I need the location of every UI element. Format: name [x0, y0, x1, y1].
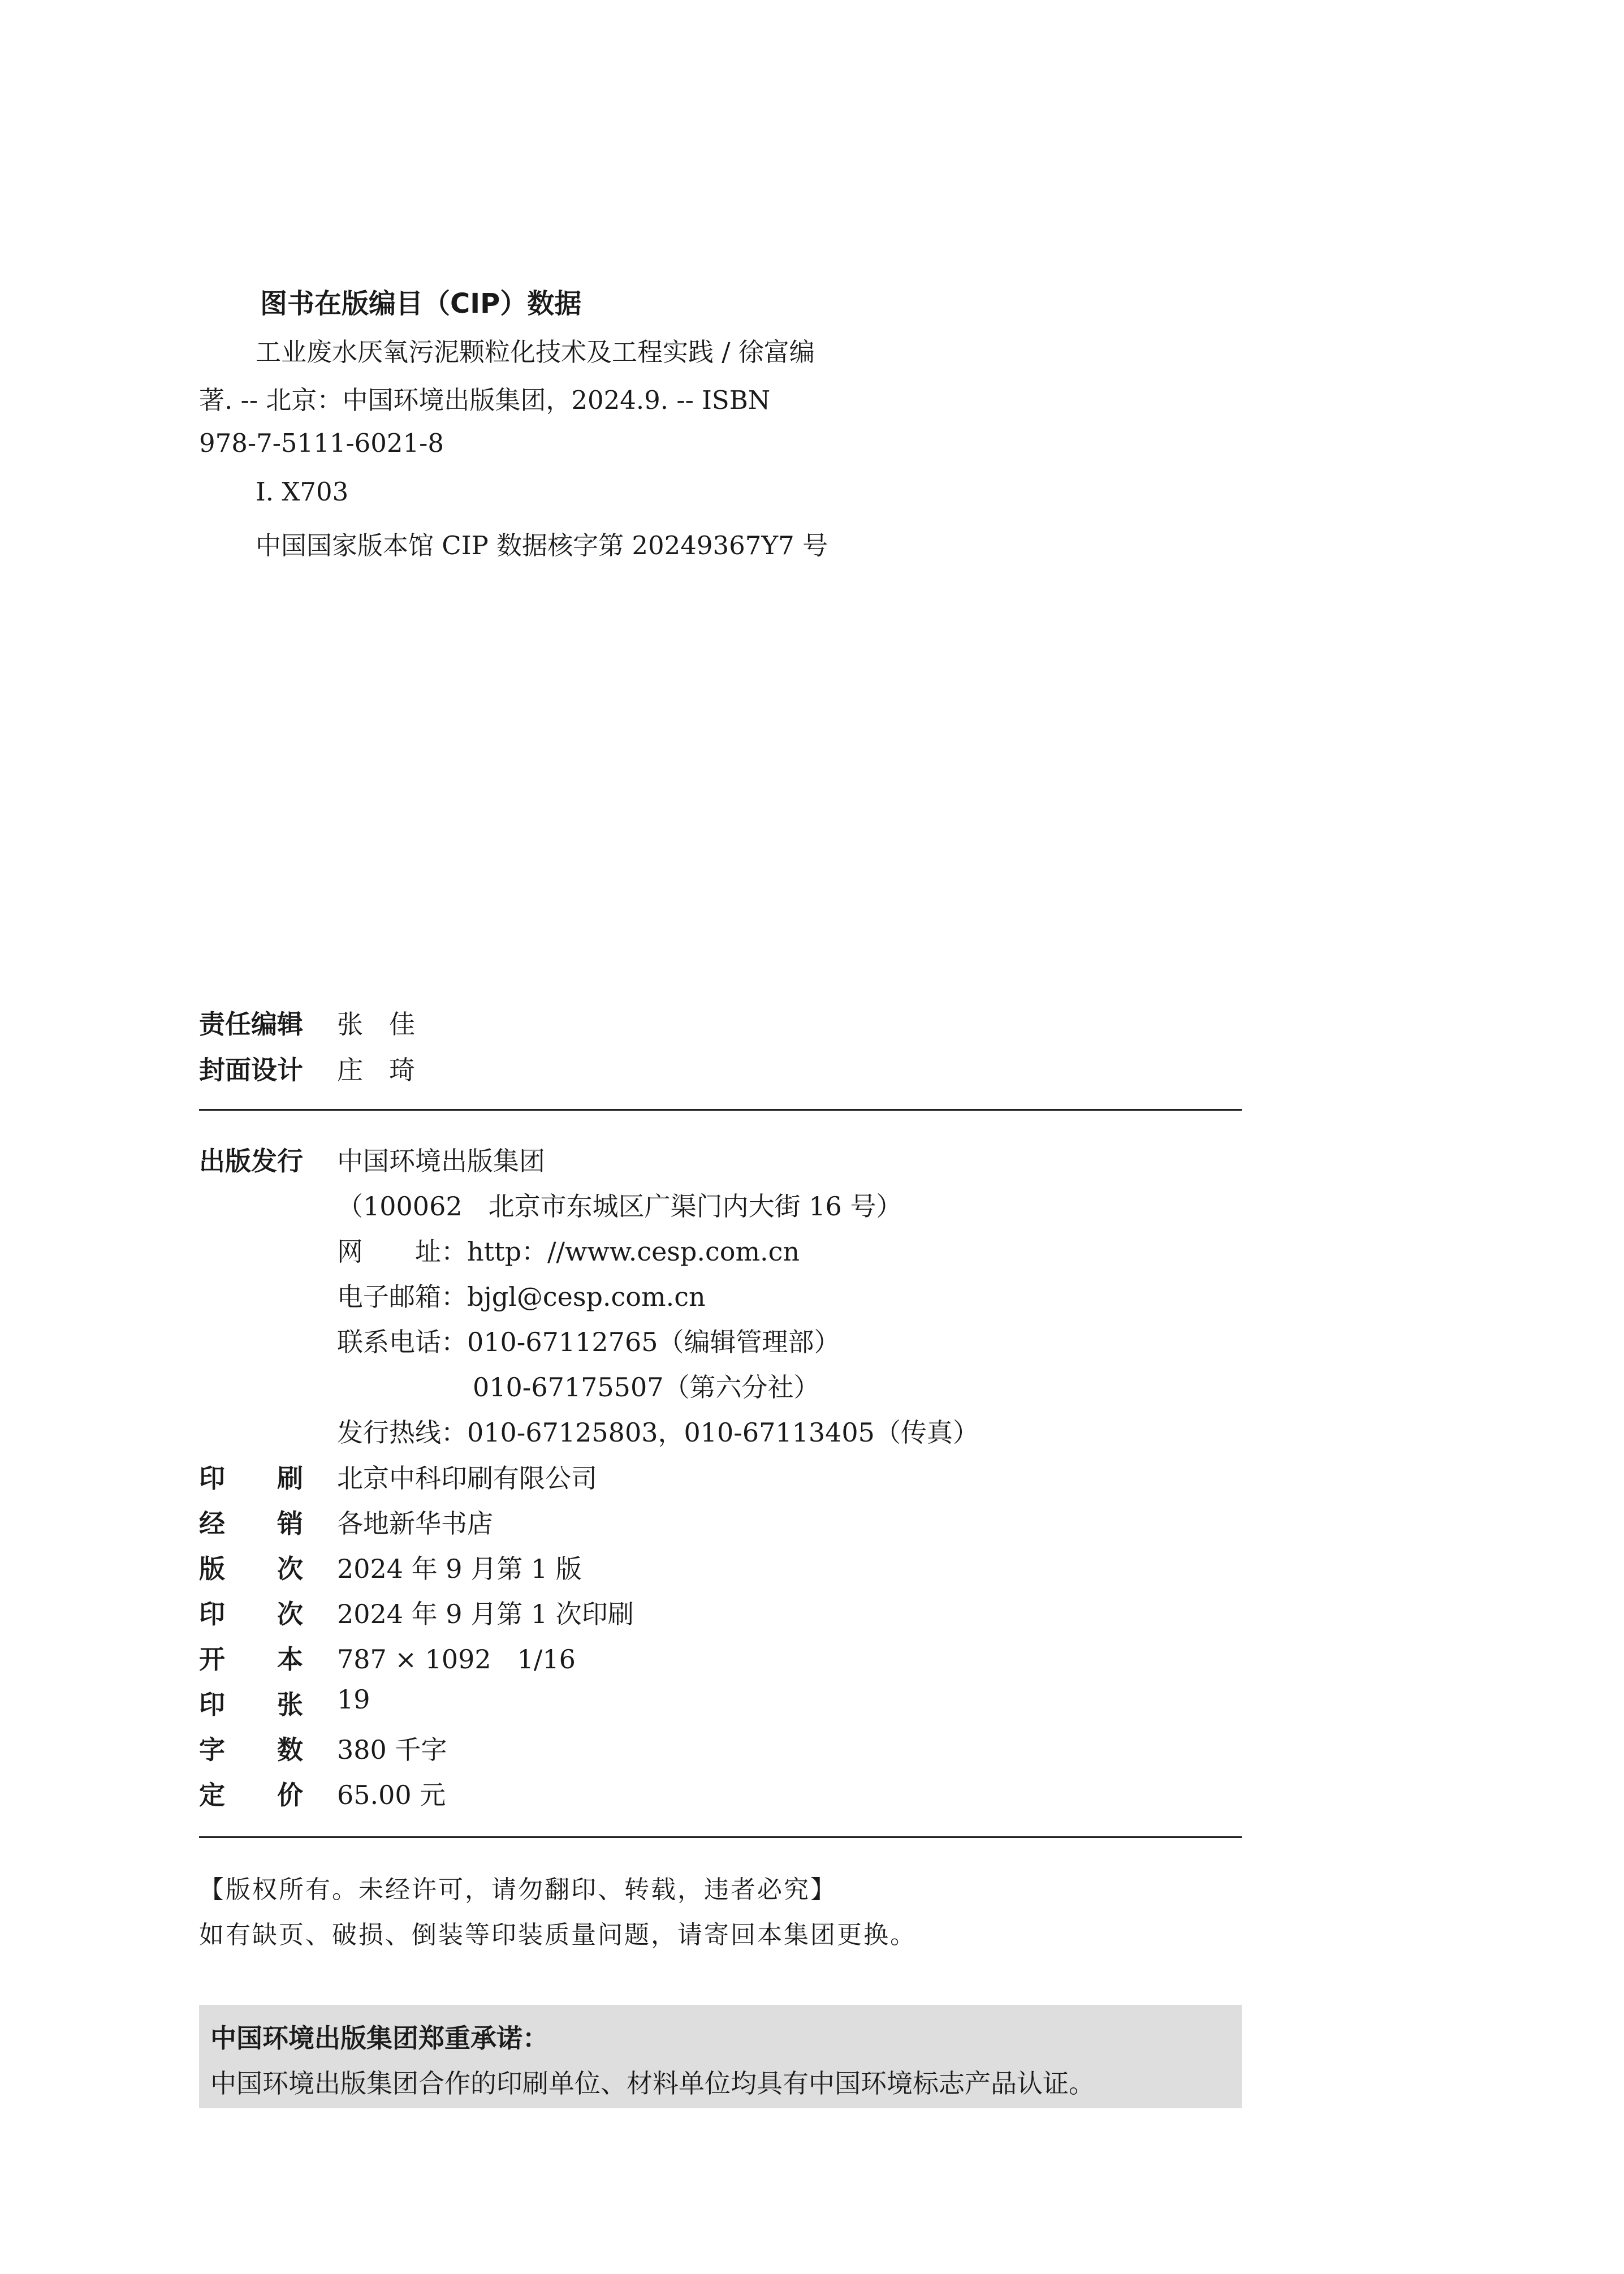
- defect-replacement-notice: 如有缺页、破损、倒装等印装质量问题，请寄回本集团更换。: [199, 1921, 917, 1949]
- publisher-name: 中国环境出版集团: [337, 1146, 545, 1176]
- format-value: 787 × 1092 1/16: [337, 1644, 576, 1675]
- word-count-value: 380 千字: [337, 1734, 447, 1765]
- edition-label: 版 次: [199, 1554, 303, 1584]
- publisher-phone-branch: 010-67175507（第六分社）: [473, 1372, 820, 1403]
- publisher-label: 出版发行: [199, 1146, 303, 1176]
- commitment-body: 中国环境出版集团合作的印刷单位、材料单位均具有中国环境标志产品认证。: [210, 2068, 1095, 2099]
- editor-label: 责任编辑: [199, 1009, 303, 1039]
- distributor-value: 各地新华书店: [337, 1508, 493, 1539]
- publisher-address: （100062 北京市东城区广渠门内大街 16 号）: [337, 1191, 902, 1222]
- distributor-label: 经 销: [199, 1508, 303, 1539]
- cip-line-isbn: 978-7-5111-6021-8: [199, 428, 444, 458]
- cover-designer-label: 封面设计: [199, 1055, 303, 1085]
- cover-designer-name: 庄 琦: [337, 1055, 415, 1085]
- price-value: 65.00 元: [337, 1780, 446, 1810]
- edition-value: 2024 年 9 月第 1 版: [337, 1554, 582, 1584]
- commitment-title: 中国环境出版集团郑重承诺：: [210, 2023, 548, 2053]
- sheets-value: 19: [337, 1684, 370, 1715]
- publisher-hotline: 发行热线：010-67125803，010-67113405（传真）: [337, 1417, 979, 1448]
- cip-line-record-number: 中国国家版本馆 CIP 数据核字第 20249367Y7 号: [256, 530, 828, 560]
- printer-label: 印 刷: [199, 1463, 303, 1494]
- cip-line-publication: 著. -- 北京：中国环境出版集团，2024.9. -- ISBN: [199, 385, 771, 415]
- printer-value: 北京中科印刷有限公司: [337, 1463, 597, 1494]
- publisher-phone-editorial: 联系电话：010-67112765（编辑管理部）: [337, 1327, 840, 1357]
- price-label: 定 价: [199, 1780, 303, 1810]
- sheets-label: 印 张: [199, 1689, 303, 1720]
- publisher-website: 网 址：http：//www.cesp.com.cn: [337, 1236, 800, 1267]
- printing-label: 印 次: [199, 1599, 303, 1629]
- cip-heading: 图书在版编目（CIP）数据: [260, 288, 582, 320]
- format-label: 开 本: [199, 1644, 303, 1675]
- printing-value: 2024 年 9 月第 1 次印刷: [337, 1599, 634, 1629]
- editor-name: 张 佳: [337, 1009, 415, 1039]
- word-count-label: 字 数: [199, 1734, 303, 1765]
- publisher-email: 电子邮箱：bjgl@cesp.com.cn: [337, 1281, 706, 1312]
- cip-line-classification: Ⅰ. X703: [256, 477, 349, 507]
- divider-bottom: [199, 1836, 1242, 1838]
- divider-top: [199, 1109, 1242, 1111]
- cip-line-title: 工业废水厌氧污泥颗粒化技术及工程实践 / 徐富编: [256, 337, 815, 367]
- copyright-notice: 【版权所有。未经许可，请勿翻印、转载，违者必究】: [199, 1875, 837, 1904]
